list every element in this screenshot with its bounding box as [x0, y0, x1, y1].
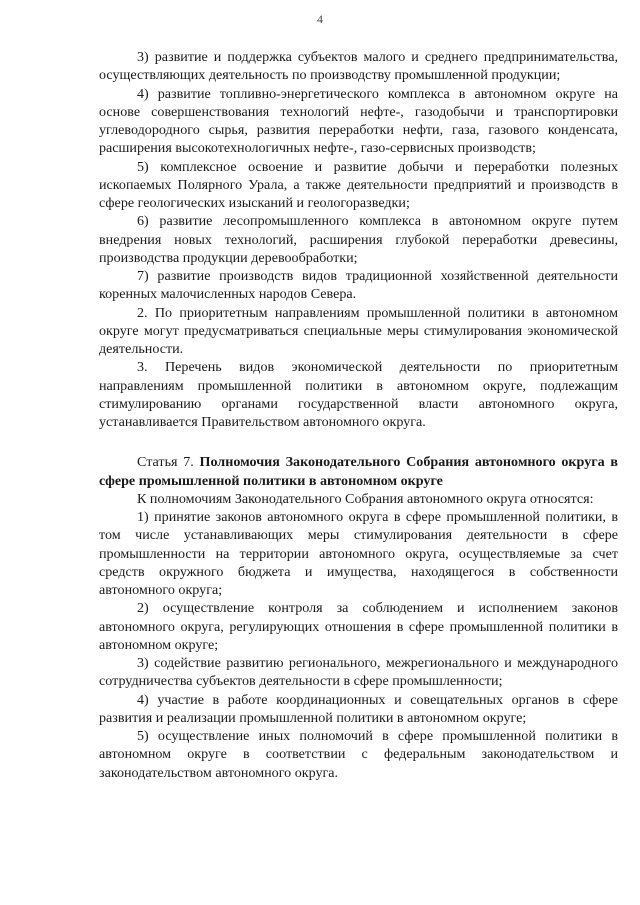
power-item-1: 1) принятие законов автономного округа в сфере промышленной политики, в том числе устанавливающих меры стимулирования деятельности в сфере промышленности на территории автономного округа, осуществляемые за счет средств окружного бюджета и имущества, находящегося в собственности автономного округа;	[99, 509, 618, 598]
power-item-5: 5) осуществление иных полномочий в сфере промышленной политики в автономном округе в соответствии с федеральным законодательством и законодательством автономного округа.	[99, 728, 618, 781]
document-body	[99, 48, 618, 782]
article-intro: К полномочиям Законодательного Собрания автономного округа относятся:	[137, 490, 594, 507]
list-item-6: 6) развитие лесопромышленного комплекса в автономном округе путем внедрения новых технологий, расширения глубокой переработки древесины, производства продукции деревообработки;	[99, 213, 618, 266]
list-item-3: 3) развитие и поддержка субъектов малого и среднего предпринимательства, осуществляющих деятельность по производству промышленной продукции;	[99, 49, 618, 84]
list-item-5: 5) комплексное освоение и развитие добычи и переработки полезных ископаемых Полярного Урала, а также деятельности предприятий и производств в сфере геологических изысканий и геологоразведки;	[99, 158, 618, 211]
power-item-4: 4) участие в работе координационных и совещательных органов в сфере развития и реализации промышленной политики в автономном округе;	[99, 691, 618, 726]
section-gap	[99, 431, 618, 453]
list-item-7: 7) развитие производств видов традиционной хозяйственной деятельности коренных малочисленных народов Севера.	[99, 268, 618, 303]
article-title: Полномочия Законодательного Собрания автономного округа в сфере промышленной политики в автономном округе	[99, 454, 618, 489]
clause-2: 2. По приоритетным направлениям промышленной политики в автономном округе могут предусматриваться специальные меры стимулирования экономической деятельности.	[99, 304, 618, 357]
article-heading	[99, 453, 618, 490]
clause-3: 3. Перечень видов экономической деятельности по приоритетным направлениям промышленной политики в автономном округе, подлежащим стимулированию органами государственной власти автономного округа, устанавливается Правительством автономного округа.	[99, 359, 618, 430]
list-item-4: 4) развитие топливно-энергетического комплекса в автономном округе на основе совершенствования технологий нефте-, газодобычи и транспортировки углеводородного сырья, развития переработки нефти, газа, газового конденсата, расширения высокотехнологичных нефте-, газо-сервисных производств;	[99, 85, 618, 157]
power-item-2: 2) осуществление контроля за соблюдением и исполнением законов автономного округа, регулирующих отношения в сфере промышленной политики в автономном округе;	[99, 600, 618, 653]
article-label: Статья 7.	[137, 454, 194, 471]
page-number: 4	[317, 12, 323, 26]
power-item-3: 3) содействие развитию регионального, межрегионального и международного сотрудничества субъектов деятельности в сфере промышленности;	[99, 655, 618, 690]
